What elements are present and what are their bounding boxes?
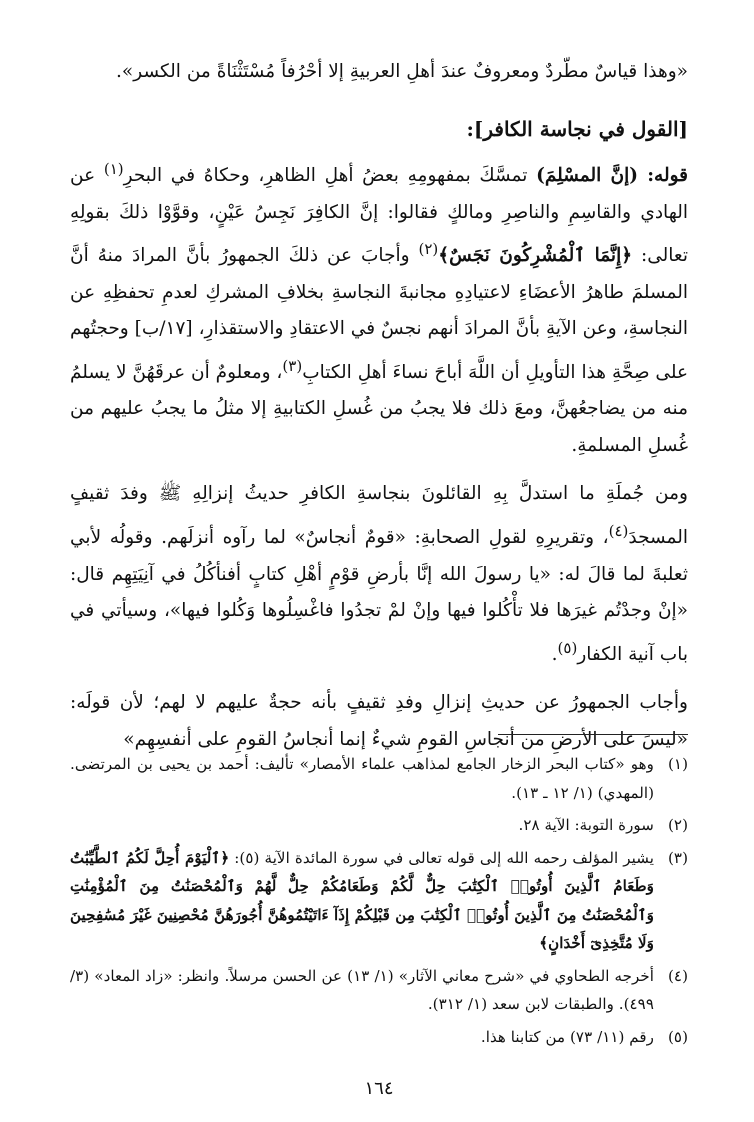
paragraph-2-text-a: ومن جُملَةِ ما استدلَّ بِهِ القائلونَ بنجاسةِ الكافرِ حديثُ إنزالِهِ ﷺ وفدَ ثقيفٍ المسجدَ [70, 483, 688, 549]
footnote-number: (١) [667, 755, 688, 773]
footnote-text: رقم (١١/ ٧٣) من كتابنا هذا. [480, 1027, 654, 1046]
footnotes [70, 750, 688, 1055]
paragraph-2-text-b: ، وتقريرِهِ لقولِ الصحابةِ: «قومٌ أنجاسٌ» لما رآوه أنزلَهم. وقولُه لأبي ثعلبةَ لما قالَ له: «يا رسولَ الله إنَّا بأرضِ قوْمٍ أهْلِ كتابٍ أفنأكُلُ في آنِيَتِهِم قال: «إنْ وجدْتُم غيرَها فلا تأْكُلوا فيها وإنْ لمْ تجدُوا فاغْسِلُوها وَكُلوا فيها»، وسيأتي في باب آنية الكفار [70, 527, 689, 665]
footnote-marker-3: (٣) [282, 356, 303, 375]
footnote-text: سورة التوبة: الآية ٢٨. [518, 816, 654, 834]
footnote-number: (٢) [667, 816, 688, 834]
footnote-3 [70, 844, 688, 958]
footnote-number: (٣) [667, 848, 688, 867]
paragraph-3: وأجاب الجمهورُ عن حديثِ إنزالِ وفدِ ثقيفٍ بأنه حجةٌ عليهم لا لهم؛ لأن قولَه: «ليسَ على الأرضِ من أنجاسِ القومِ شيءٌ إنما أنجاسُ القومِ على أنفسِهِم» [70, 692, 688, 750]
footnote-1 [70, 750, 688, 807]
paragraph-1-text-d: وحجتُهم على صِحَّةِ هذا التأويلِ أن اللَّهَ أباحَ نساءَ أهلِ الكتابِ [70, 318, 688, 383]
page-number: ١٦٤ [364, 1078, 394, 1099]
footnote-4 [70, 962, 688, 1019]
paragraph-1-text-c: وأجابَ عن ذلكَ الجمهورُ بأنَّ المرادَ منهُ أنَّ المسلمَ طاهرُ الأعضَاءِ لاعتيادِهِ مجانبةَ النجاسةِ بخلافِ المشركِ لعدمِ تحفظِهِ عن النجاسةِ، وعن الآيةِ بأنَّ المرادَ أنهم نجسٌ في الاعتقادِ والاستقذارِ، [70, 245, 688, 340]
paragraph-1 [70, 151, 688, 464]
paragraph-1-text-e: ، ومعلومٌ أن عرقَهُنَّ لا يسلمُ منه من يضاجعُهنَّ، ومعَ ذلك فلا يجبُ من غُسلِ الكتابيةِ إلا مثلُ ما يجبُ عليهم من غُسلِ المسلمةِ. [70, 361, 688, 456]
paragraph-1-text-a: تمسَّكَ بمفهومِهِ بعضُ أهلِ الظاهرِ، وحكاهُ في البحرِ [123, 165, 537, 187]
footnote-text: أخرجه الطحاوي في «شرح معاني الآثار» (١/ ١٣) عن الحسن مرسلاً. وانظر: «زاد المعاد» (٣/ ٤٩٩). والطبقات لابن سعد (١/ ٣١٢). [70, 966, 654, 1013]
paragraph-1-text-b: عن الهادي والقاسِمِ والناصِرِ ومالكٍ فقالوا: إنَّ الكافِرَ نَجِسُ عَيْنٍ، وقوَّوْا ذلكَ بقولِهِ تعالى: [70, 165, 688, 267]
paragraph-2 [70, 476, 688, 673]
manuscript-page-ref: [١٧/ب] [134, 318, 193, 340]
footnote-marker-5: (٥) [557, 638, 578, 657]
paragraph-1-lead: قوله: (إنَّ المسْلِمَ) [536, 165, 688, 187]
section-heading: [القول في نجاسة الكافر]: [466, 116, 688, 141]
quran-quote-1: ﴿إِنَّمَا ٱلْمُشْرِكُونَ نَجَسٌ﴾ [438, 245, 633, 267]
intro-paragraph: «وهذا قياسٌ مطّردٌ ومعروفٌ عندَ أهلِ العربيةِ إلا أحْرُفاً مُسْتَثْنَاةً من الكسر». [116, 61, 688, 82]
footnote-separator [498, 734, 688, 735]
footnote-5 [70, 1023, 688, 1052]
footnote-marker-4: (٤) [608, 521, 629, 540]
quran-quote-2: ﴿ٱلْيَوْمَ أُحِلَّ لَكُمُ ٱلطَّيِّبَٰتُ وَطَعَامُ ٱلَّذِينَ أُوتُوا۟ ٱلْكِتَٰبَ حِلٌّ لَّكُمْ وَطَعَامُكُمْ حِلٌّ لَّهُمْ وَٱلْمُحْصَنَٰتُ مِنَ ٱلْمُؤْمِنَٰتِ وَٱلْمُحْصَنَٰتُ مِنَ ٱلَّذِينَ أُوتُوا۟ ٱلْكِتَٰبَ مِن قَبْلِكُمْ إِذَآ ءَاتَيْتُمُوهُنَّ أُجُورَهُنَّ مُحْصِنِينَ غَيْرَ مُسَٰفِحِينَ وَلَا مُتَّخِذِىٓ أَخْدَانٍ﴾ [70, 848, 654, 952]
footnote-number: (٥) [667, 1027, 688, 1046]
paragraph-2-text-c: . [551, 643, 558, 665]
footnote-marker-2: (٢) [418, 240, 439, 259]
footnote-number: (٤) [667, 966, 688, 985]
footnote-text: وهو «كتاب البحر الزخار الجامع لمذاهب علماء الأمصار» تأليف: أحمد بن يحيى بن المرتضى. (المهدي) (١/ ١٢ ـ ١٣). [70, 755, 654, 802]
footnote-text [70, 844, 654, 958]
footnote-3-intro: يشير المؤلف رحمه الله إلى قوله تعالى في سورة المائدة الآية (٥): [229, 848, 654, 867]
book-page [70, 48, 688, 1108]
footnote-marker-1: (١) [103, 160, 124, 178]
footnote-2 [70, 811, 688, 840]
